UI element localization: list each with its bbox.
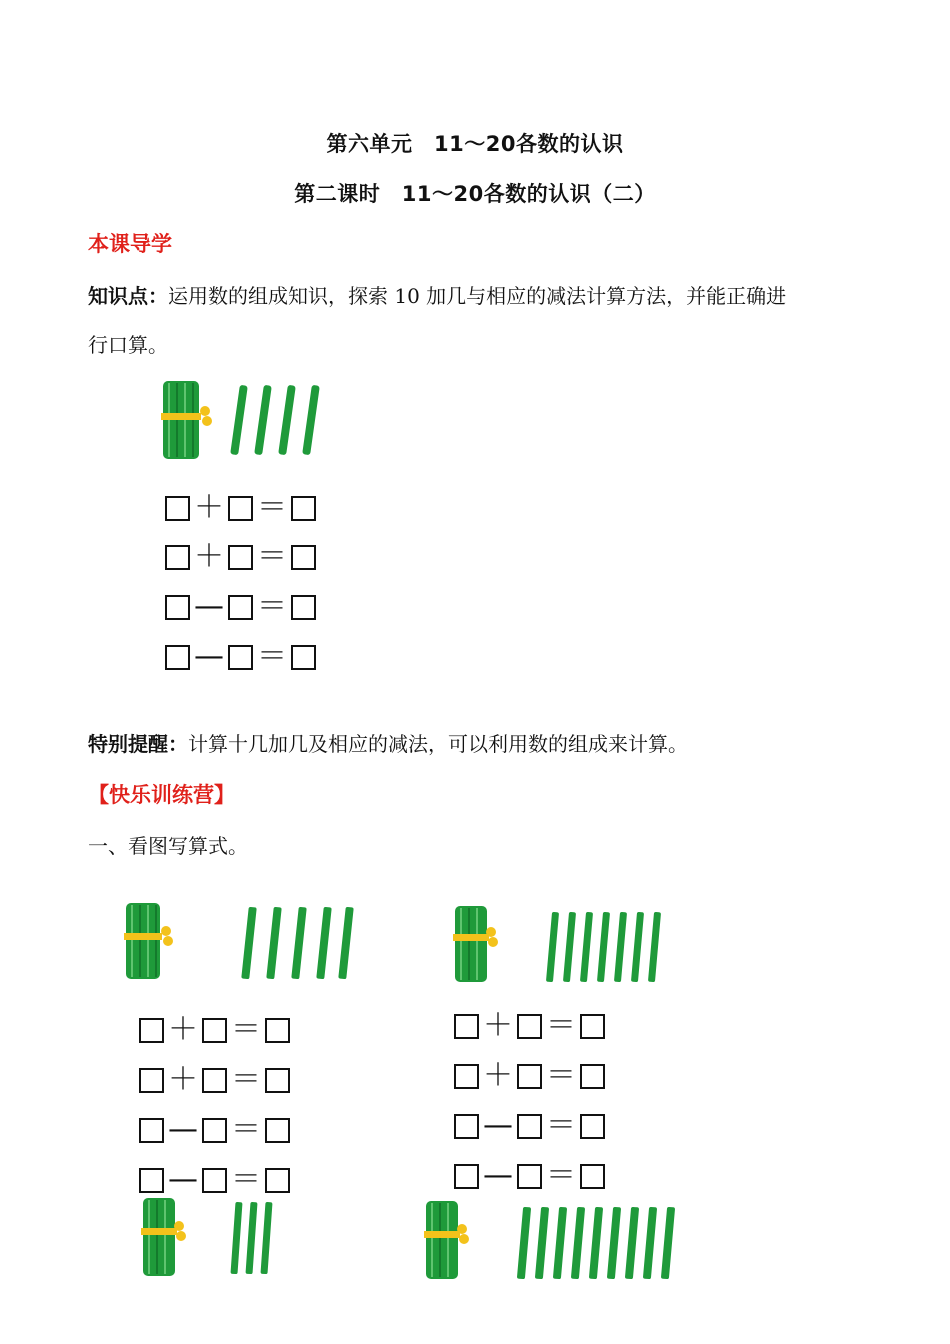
equals-sign: ＝ <box>257 539 287 574</box>
exercise-a-picture <box>110 895 360 985</box>
minus-sign: — <box>483 1158 513 1193</box>
minus-sign: — <box>168 1162 198 1197</box>
exercise-b-picture <box>445 900 670 990</box>
answer-box[interactable] <box>291 545 316 570</box>
answer-box[interactable] <box>202 1168 227 1193</box>
lesson-title: 第二课时 11～20各数的认识（二） <box>294 182 656 206</box>
equals-sign: ＝ <box>231 1012 261 1047</box>
answer-box[interactable] <box>265 1068 290 1093</box>
answer-box[interactable] <box>139 1068 164 1093</box>
guide-heading: 本课导学 <box>88 232 172 256</box>
answer-box[interactable] <box>454 1014 479 1039</box>
answer-box[interactable] <box>139 1168 164 1193</box>
answer-box[interactable] <box>202 1068 227 1093</box>
answer-box[interactable] <box>165 496 190 521</box>
minus-sign: — <box>168 1112 198 1147</box>
answer-box[interactable] <box>228 645 253 670</box>
answer-box[interactable] <box>265 1168 290 1193</box>
plus-sign: ＋ <box>483 1058 513 1093</box>
answer-box[interactable] <box>580 1114 605 1139</box>
answer-box[interactable] <box>228 595 253 620</box>
exercise-c-picture <box>135 1192 285 1282</box>
answer-box[interactable] <box>291 645 316 670</box>
answer-box[interactable] <box>517 1064 542 1089</box>
stick-bundle-icon <box>161 381 212 459</box>
example-equation-4 <box>165 639 316 674</box>
minus-sign: — <box>194 639 224 674</box>
answer-box[interactable] <box>580 1064 605 1089</box>
answer-box[interactable] <box>165 595 190 620</box>
question-1: 一、看图写算式。 <box>88 834 248 858</box>
equals-sign: ＝ <box>231 1162 261 1197</box>
single-stick-icon <box>241 907 353 979</box>
equals-sign: ＝ <box>546 1058 576 1093</box>
practice-heading: 【快乐训练营】 <box>88 783 235 807</box>
knowledge-line-1 <box>88 280 888 309</box>
example-equation-2 <box>165 539 316 574</box>
answer-box[interactable] <box>454 1164 479 1189</box>
minus-sign: — <box>194 589 224 624</box>
exercise-a-equation-2 <box>139 1062 290 1097</box>
equals-sign: ＝ <box>257 589 287 624</box>
knowledge-text: 运用数的组成知识，探索 10 加几与相应的减法计算方法，并能正确进 <box>168 284 787 308</box>
minus-sign: — <box>483 1108 513 1143</box>
stick-bundle-icon <box>453 906 498 982</box>
single-stick-icon <box>517 1207 675 1279</box>
equals-sign: ＝ <box>546 1008 576 1043</box>
reminder-text: 计算十几加几及相应的减法，可以利用数的组成来计算。 <box>188 732 688 756</box>
knowledge-label: 知识点： <box>88 284 168 308</box>
equals-sign: ＝ <box>546 1108 576 1143</box>
answer-box[interactable] <box>291 496 316 521</box>
answer-box[interactable] <box>139 1018 164 1043</box>
plus-sign: ＋ <box>168 1012 198 1047</box>
reminder-line <box>88 728 908 757</box>
answer-box[interactable] <box>517 1014 542 1039</box>
answer-box[interactable] <box>202 1018 227 1043</box>
answer-box[interactable] <box>228 496 253 521</box>
exercise-a-equation-1 <box>139 1012 290 1047</box>
answer-box[interactable] <box>165 645 190 670</box>
example-equation-1 <box>165 490 316 525</box>
exercise-a-equation-3 <box>139 1112 290 1147</box>
equals-sign: ＝ <box>257 490 287 525</box>
stick-bundle-icon <box>141 1198 186 1276</box>
answer-box[interactable] <box>202 1118 227 1143</box>
example-equation-3 <box>165 589 316 624</box>
example-sticks-picture <box>155 375 335 465</box>
answer-box[interactable] <box>265 1018 290 1043</box>
plus-sign: ＋ <box>194 539 224 574</box>
answer-box[interactable] <box>291 595 316 620</box>
exercise-b-equation-2 <box>454 1058 605 1093</box>
equals-sign: ＝ <box>257 639 287 674</box>
plus-sign: ＋ <box>483 1008 513 1043</box>
answer-box[interactable] <box>517 1114 542 1139</box>
answer-box[interactable] <box>517 1164 542 1189</box>
single-stick-icon <box>230 385 320 455</box>
stick-bundle-icon <box>424 1201 469 1279</box>
reminder-label: 特别提醒： <box>88 732 188 756</box>
answer-box[interactable] <box>228 545 253 570</box>
single-stick-icon <box>230 1202 272 1274</box>
unit-title: 第六单元 11～20各数的认识 <box>326 132 624 156</box>
answer-box[interactable] <box>165 545 190 570</box>
exercise-b-equation-3 <box>454 1108 605 1143</box>
equals-sign: ＝ <box>231 1112 261 1147</box>
exercise-b-equation-4 <box>454 1158 605 1193</box>
plus-sign: ＋ <box>168 1062 198 1097</box>
answer-box[interactable] <box>454 1114 479 1139</box>
equals-sign: ＝ <box>546 1158 576 1193</box>
exercise-b-equation-1 <box>454 1008 605 1043</box>
answer-box[interactable] <box>580 1014 605 1039</box>
answer-box[interactable] <box>265 1118 290 1143</box>
single-stick-icon <box>546 912 661 982</box>
exercise-d-picture <box>410 1195 680 1285</box>
stick-bundle-icon <box>124 903 173 979</box>
knowledge-line-2: 行口算。 <box>88 333 168 357</box>
equals-sign: ＝ <box>231 1062 261 1097</box>
exercise-a-equation-4 <box>139 1162 290 1197</box>
plus-sign: ＋ <box>194 490 224 525</box>
answer-box[interactable] <box>139 1118 164 1143</box>
answer-box[interactable] <box>454 1064 479 1089</box>
answer-box[interactable] <box>580 1164 605 1189</box>
